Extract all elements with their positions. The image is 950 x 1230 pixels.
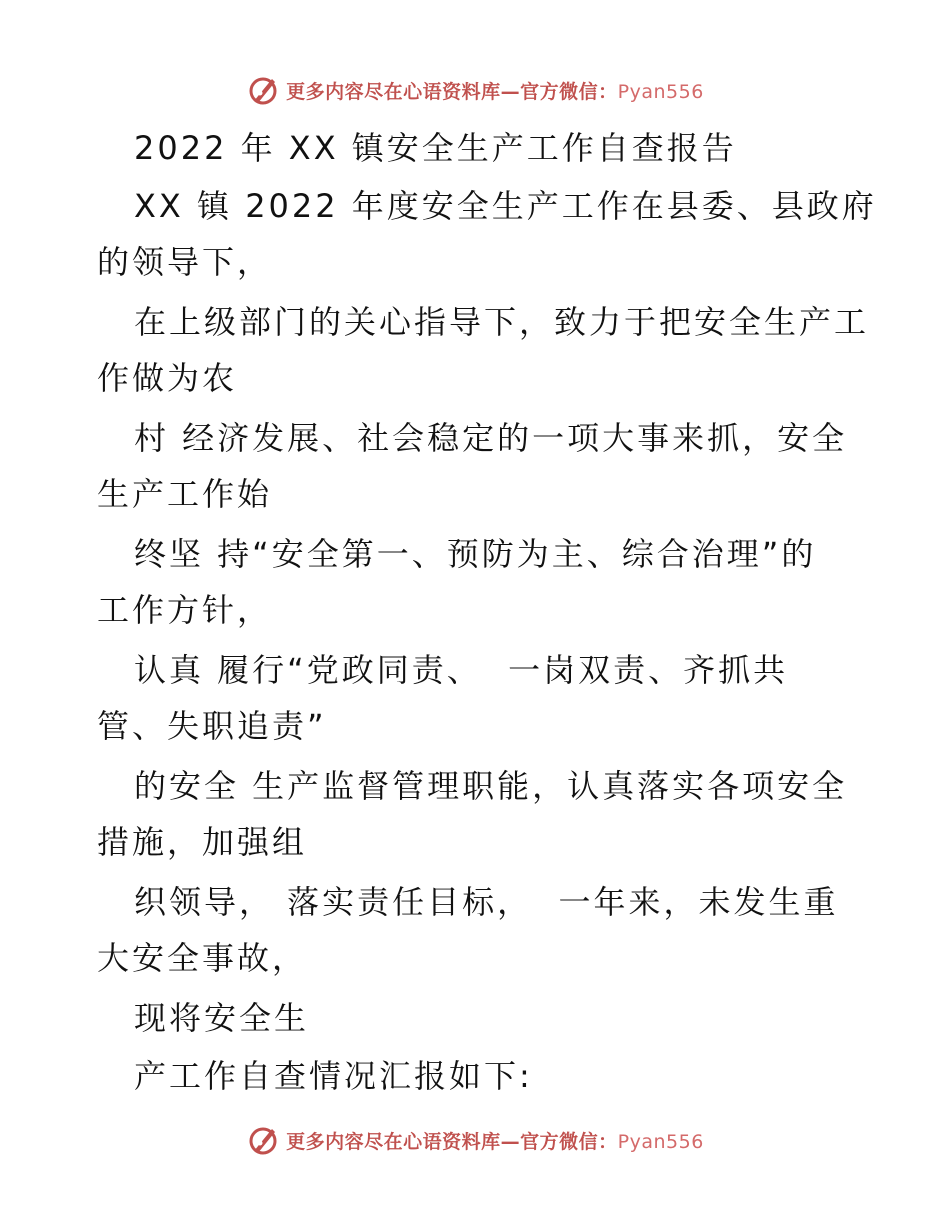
paragraph-line: 管、失职追责” <box>97 707 327 745</box>
paragraph-line: 工作方针， <box>97 591 273 629</box>
footer-watermark-banner <box>0 1120 950 1160</box>
paragraph-line: 措施，加强组 <box>97 823 308 861</box>
paragraph-line: 村 经济发展、社会稳定的一项大事来抓，安全 <box>134 419 848 457</box>
paragraph-line: 作做为农 <box>97 359 238 397</box>
wechat-id: Pyan556 <box>617 1130 704 1153</box>
paragraph-line: 的安全 生产监督管理职能，认真落实各项安全 <box>134 767 848 805</box>
paragraph-line: 在上级部门的关心指导下，致力于把安全生产工 <box>134 303 870 341</box>
watermark-text: 更多内容尽在心语资料库—官方微信：Pyan556 <box>286 80 704 103</box>
quill-logo-icon <box>246 1123 280 1157</box>
document-title: 2022 年 XX 镇安全生产工作自查报告 <box>134 129 737 167</box>
paragraph-line: 产工作自查情况汇报如下: <box>134 1057 533 1095</box>
paragraph-line: XX 镇 2022 年度安全生产工作在县委、县政府 <box>134 187 877 225</box>
paragraph-line: 织领导， 落实责任目标， 一年来，未发生重 <box>134 883 839 921</box>
paragraph-line: 现将安全生 <box>134 999 310 1037</box>
paragraph-line: 大安全事故， <box>97 939 308 977</box>
paragraph-line: 生产工作始 <box>97 475 273 513</box>
paragraph-line: 终坚 持“安全第一、预防为主、综合治理”的 <box>134 535 817 573</box>
watermark-text: 更多内容尽在心语资料库—官方微信：Pyan556 <box>286 1130 704 1153</box>
paragraph-line: 认真 履行“党政同责、 一岗双责、齐抓共 <box>134 651 789 689</box>
wechat-id: Pyan556 <box>617 80 704 103</box>
paragraph-line: 的领导下， <box>97 243 273 281</box>
